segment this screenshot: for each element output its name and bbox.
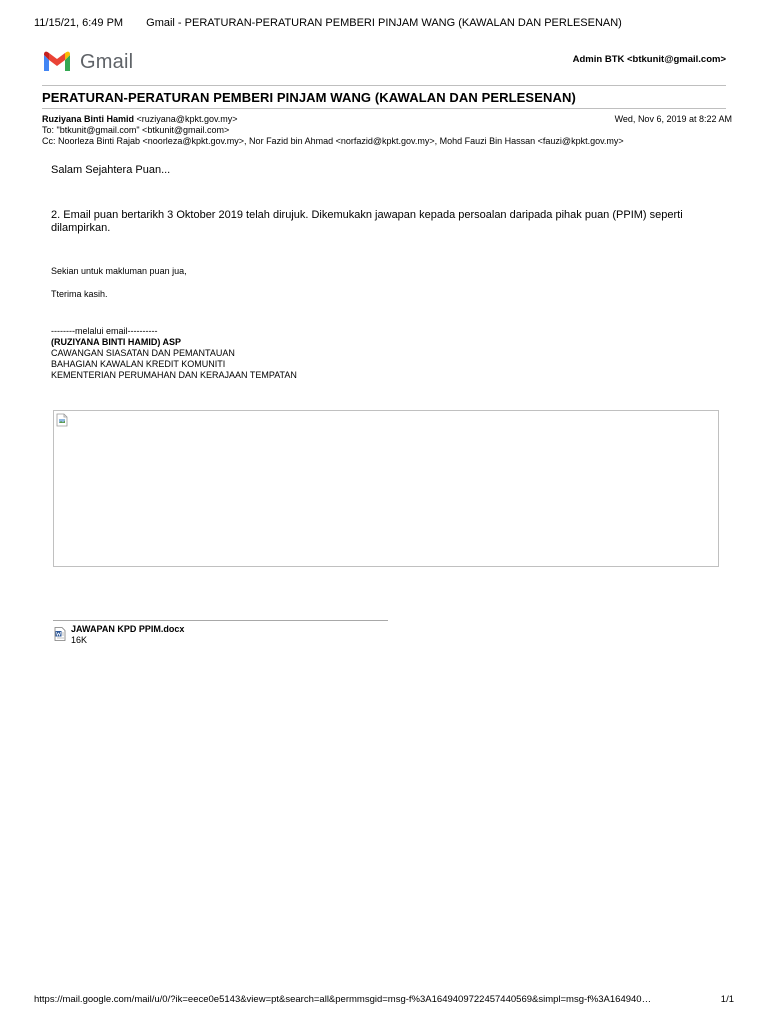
signature-name: (RUZIYANA BINTI HAMID) ASP <box>51 337 181 347</box>
account-label: Admin BTK <btkunit@gmail.com> <box>572 54 726 65</box>
page-number: 1/1 <box>720 994 734 1005</box>
signature-line-2: BAHAGIAN KAWALAN KREDIT KOMUNITI <box>51 359 226 369</box>
subject-divider <box>42 108 726 109</box>
to-line: To: "btkunit@gmail.com" <btkunit@gmail.com> <box>42 125 230 135</box>
signature-line-3: KEMENTERIAN PERUMAHAN DAN KERAJAAN TEMPATAN <box>51 370 297 380</box>
email-paragraph: 2. Email puan bertarikh 3 Oktober 2019 telah dirujuk. Dikemukakn jawapan kepada persoalan daripada pihak puan (PPIM) seperti dilampirkan. <box>51 209 683 234</box>
gmail-header <box>42 48 726 74</box>
embedded-image <box>53 410 719 567</box>
gmail-m-icon <box>42 51 72 73</box>
broken-image-icon <box>56 413 68 427</box>
sender-name: Ruziyana Binti Hamid <box>42 114 135 124</box>
email-greeting: Salam Sejahtera Puan... <box>51 164 171 176</box>
print-timestamp: 11/15/21, 6:49 PM <box>34 17 124 29</box>
email-signature <box>51 326 720 381</box>
email-closing-1: Sekian untuk makluman puan jua, <box>51 266 187 276</box>
print-page-title: Gmail - PERATURAN-PERATURAN PEMBERI PINJAM WANG (KAWALAN DAN PERLESENAN) <box>146 17 622 29</box>
attachment-name[interactable]: JAWAPAN KPD PPIM.docx <box>71 624 185 634</box>
attachment-size: 16K <box>71 635 88 645</box>
email-date: Wed, Nov 6, 2019 at 8:22 AM <box>614 114 732 124</box>
print-header <box>34 17 734 31</box>
word-document-icon <box>54 627 66 641</box>
signature-line-1: CAWANGAN SIASATAN DAN PEMANTAUAN <box>51 348 235 358</box>
print-footer <box>34 994 734 1008</box>
signature-separator: --------melalui email---------- <box>51 326 158 336</box>
email-closing-2: Tterima kasih. <box>51 289 108 299</box>
cc-line: Cc: Noorleza Binti Rajab <noorleza@kpkt.gov.my>, Nor Fazid bin Ahmad <norfazid@kpkt.gov.my>, Mohd Fauzi Bin Hassan <fauzi@kpkt.gov.my> <box>42 136 624 146</box>
email-meta <box>42 114 732 147</box>
print-url: https://mail.google.com/mail/u/0/?ik=eece0e5143&view=pt&search=all&permmsgid=msg-f%3A1649409722457440569&simpl=msg-f%3A164940… <box>34 994 652 1005</box>
header-divider <box>42 85 726 86</box>
gmail-logo-text: Gmail <box>80 51 134 73</box>
email-subject: PERATURAN-PERATURAN PEMBERI PINJAM WANG (KAWALAN DAN PERLESENAN) <box>42 90 576 105</box>
sender-email: <ruziyana@kpkt.gov.my> <box>136 114 238 124</box>
gmail-logo[interactable] <box>42 50 182 74</box>
attachment-divider <box>53 620 388 621</box>
